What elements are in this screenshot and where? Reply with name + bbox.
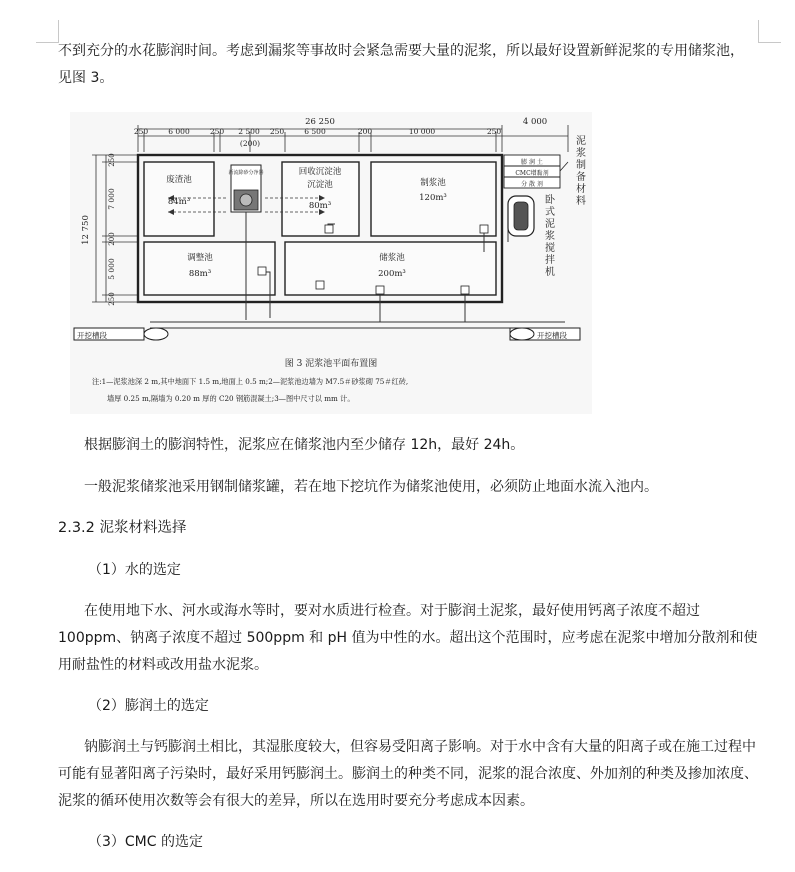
dim-top-seg-3: 250 (209, 127, 225, 136)
paragraph-storage-time: 根据膨润土的膨润特性，泥浆应在储浆池内至少储存 12h，最好 24h。 (84, 437, 525, 453)
pool-making-name: 制浆池 (420, 178, 446, 188)
dim-left-seg-1: 250 (108, 153, 116, 167)
dim-top-total: 26 250 (305, 117, 335, 127)
dim-top-seg-5: 250 (269, 127, 285, 136)
dim-top-seg-2: 6 000 (168, 127, 190, 136)
trench-left-label: 开挖槽段 (77, 331, 107, 340)
slurry-pool-plan-diagram (70, 112, 592, 414)
dim-top-seg-8: 10 000 (408, 127, 436, 136)
pool-recycle-volume: 80m³ (308, 201, 332, 211)
pool-waste-volume: 84m³ (167, 197, 191, 207)
dim-left-total: 12 750 (81, 215, 91, 245)
section-heading: 2.3.2 泥浆材料选择 (58, 520, 187, 536)
pool-waste-name: 废渣池 (166, 175, 192, 185)
pool-recycle-name-2: 沉淀池 (307, 180, 333, 190)
figure-caption: 图 3 泥浆池平面布置图 (284, 359, 378, 369)
materials-vertical-label: 泥浆制备材料 (576, 136, 586, 207)
material-bentonite: 膨 润 土 (521, 159, 543, 166)
paragraph-intro (58, 38, 758, 92)
pool-storage-name: 储浆池 (379, 253, 405, 263)
pool-making-volume: 120m³ (419, 193, 447, 203)
pool-adjust-volume: 88m³ (188, 269, 212, 279)
figure-note-line-2: 墙厚 0.25 m,隔墙为 0.20 m 厚的 C20 钢筋混凝土;3—图中尺寸以 mm 计。 (107, 394, 355, 403)
dim-left-seg-2: 7 000 (107, 188, 116, 210)
dim-top-seg-1: 250 (133, 127, 149, 136)
paragraph-bentonite: 钠膨润土与钙膨润土相比，其湿胀度较大，但容易受阳离子影响。对于水中含有大量的阳离子或在施工过程中可能有显著阳离子污染时，最好采用钙膨润土。膨润土的种类不同，泥浆的混合浓度、外加剂的种类及掺加浓度、泥浆的循环使用次数等会有很大的差异，所以在选用时要充分考虑成本因素。 (58, 739, 758, 809)
dim-left-seg-3: 200 (108, 232, 116, 246)
subheading-bentonite: （2）膨润土的选定 (88, 698, 209, 714)
dim-top-seg-9: 250 (486, 127, 502, 136)
crop-mark-top-left (36, 20, 59, 43)
subheading-water: （1）水的选定 (88, 562, 181, 578)
subheading-cmc: （3）CMC 的选定 (88, 834, 203, 850)
dim-200: (200) (239, 139, 261, 148)
figure-note-line-1: 注:1—泥浆池深 2 m,其中地面下 1.5 m,地面上 0.5 m;2—泥浆池边墙为 M7.5＃砂浆砌 75＃红砖, (92, 377, 409, 386)
pool-adjust-name: 调整池 (187, 253, 213, 263)
dim-left-seg-4: 5 000 (107, 258, 116, 280)
material-cmc: CMC增黏剂 (515, 170, 549, 177)
material-dispersant: 分 散 剂 (521, 181, 543, 188)
trench-right-label: 开挖槽段 (537, 331, 567, 340)
mixer-vertical-label: 卧式泥浆搅拌机 (545, 195, 555, 278)
paragraph-tank: 一般泥浆储浆池采用钢制储浆罐，若在地下挖坑作为储浆池使用，必须防止地面水流入池内。 (84, 479, 658, 495)
intro-line-1: 不到充分的水花膨润时间。考虑到漏浆等事故时会紧急需要大量的泥浆，所以最好设置新鲜泥浆的专用储浆池， (58, 43, 744, 59)
dim-top-seg-7: 200 (357, 127, 373, 136)
sand-remover-label: 新流除砂分净器 (228, 170, 264, 176)
dim-top-seg-6: 6 500 (304, 127, 326, 136)
pool-storage-volume: 200m³ (378, 269, 406, 279)
pool-recycle-name-1: 回收沉淀池 (298, 167, 342, 177)
figure-slurry-pool-layout (70, 112, 592, 414)
dim-top-right: 4 000 (522, 117, 548, 127)
dim-top-seg-4: 2 500 (238, 127, 260, 136)
paragraph-water: 在使用地下水、河水或海水等时，要对水质进行检查。对于膨润土泥浆，最好使用钙离子浓度不超过 100ppm、钠离子浓度不超过 500ppm 和 pH 值为中性的水。超出这个范围时，应考虑在泥浆中增加分散剂和使用耐盐性的材料或改用盐水泥浆。 (58, 603, 758, 673)
dim-left-seg-5: 250 (108, 292, 116, 306)
intro-line-2: 见图 3。 (58, 70, 114, 86)
crop-mark-top-right (758, 20, 781, 43)
